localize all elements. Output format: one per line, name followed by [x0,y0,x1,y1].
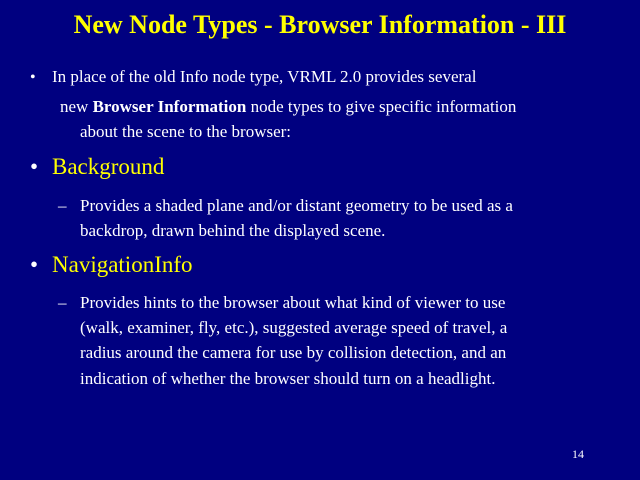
intro-line-3: about the scene to the browser: [80,122,292,141]
intro-line-1: In place of the old Info node type, VRML 2.0 provides several [52,67,477,86]
navigationinfo-desc-line-4: indication of whether the browser should turn on a headlight. [80,369,496,388]
intro-line-2-suffix: node types to give specific information [246,97,517,116]
navigationinfo-heading: NavigationInfo [52,252,193,277]
intro-line-2-prefix: new [60,97,93,116]
navigationinfo-dash: – [58,293,67,312]
background-desc-line-1: Provides a shaded plane and/or distant geometry to be used as a [80,196,513,215]
page-number: 14 [572,447,584,461]
background-bullet: • [30,154,39,179]
background-dash: – [58,196,67,215]
intro-line-2-bold: Browser Information [92,97,247,116]
slide-title: New Node Types - Browser Information - III [73,10,567,39]
navigationinfo-desc-line-1: Provides hints to the browser about what kind of viewer to use [80,293,506,312]
background-heading: Background [52,154,165,179]
intro-line-2 [60,94,516,119]
intro-bullet: • [30,69,36,86]
navigationinfo-desc-line-2: (walk, examiner, fly, etc.), suggested average speed of travel, a [80,318,508,337]
background-desc-line-2: backdrop, drawn behind the displayed scene. [80,221,386,240]
navigationinfo-bullet: • [30,252,39,277]
navigationinfo-desc-line-3: radius around the camera for use by collision detection, and an [80,343,507,362]
